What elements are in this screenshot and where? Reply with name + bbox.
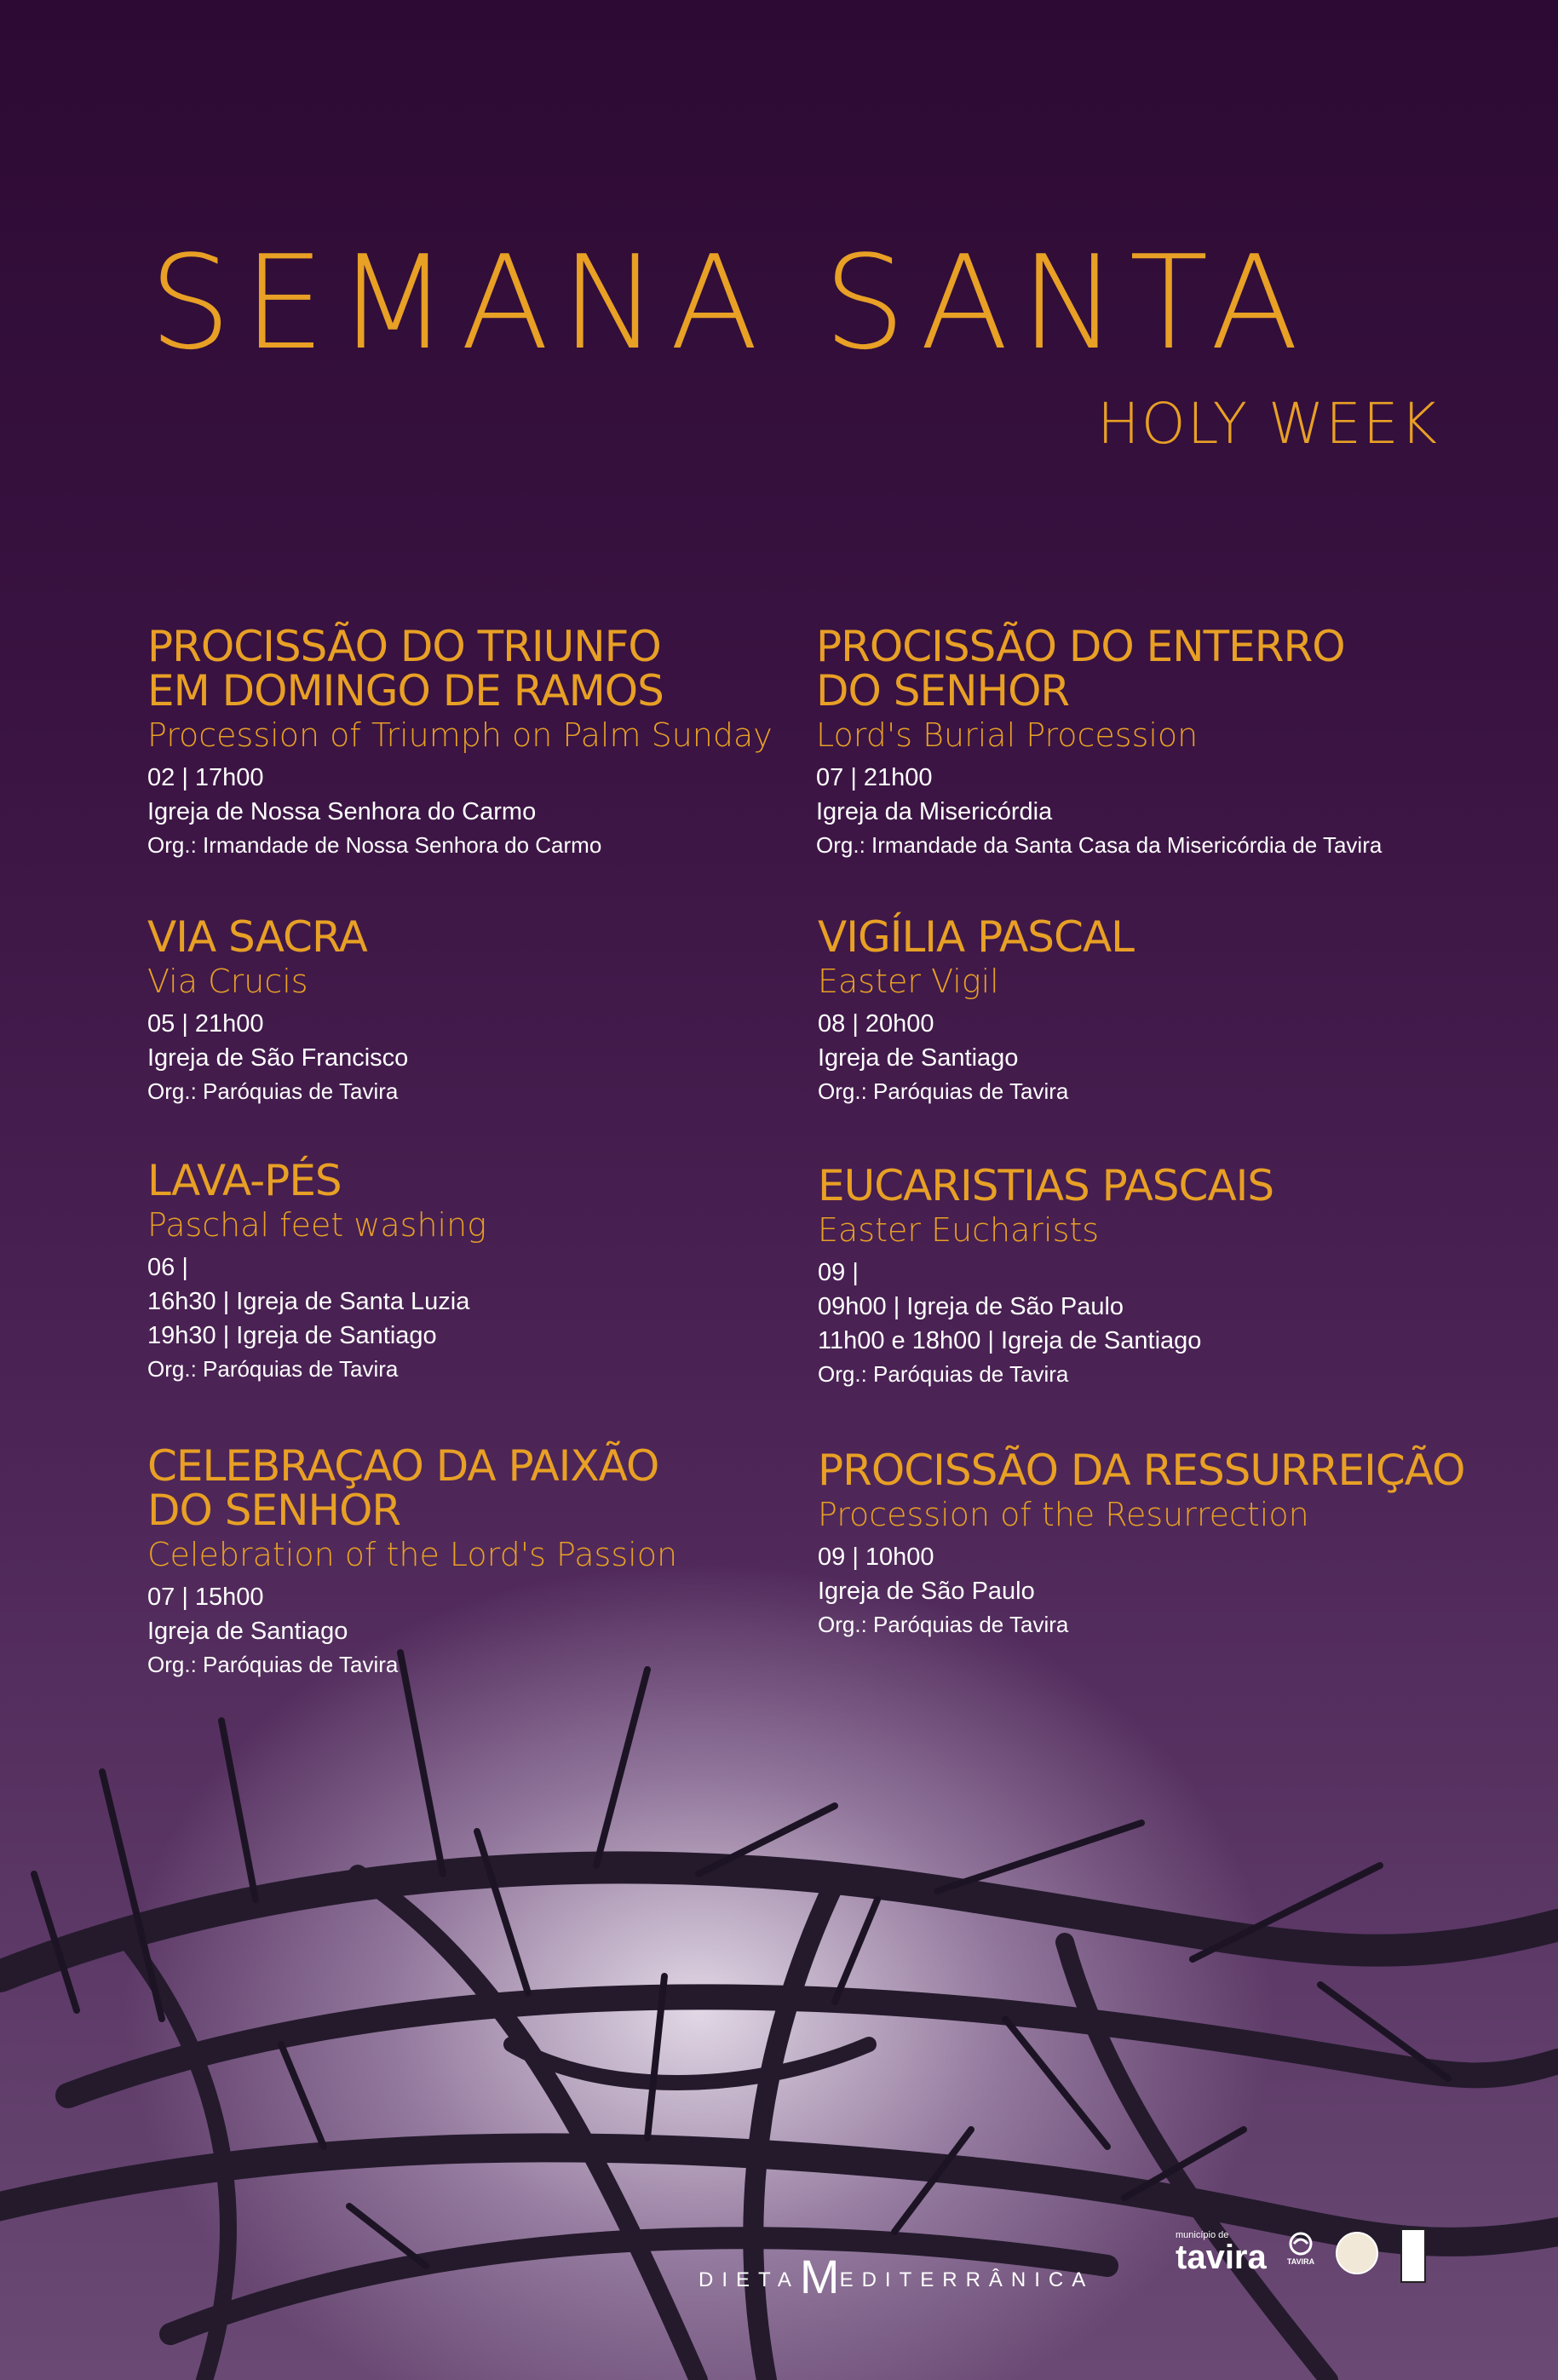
event-title — [147, 1441, 829, 1535]
logo-text: EDITERRÂNICA — [839, 2268, 1095, 2291]
event-palm-sunday — [147, 624, 829, 861]
event-date: 09 | 10h00 — [818, 1544, 934, 1571]
poster-title: SEMANA SANTA — [149, 227, 1311, 378]
event-organizer: Org.: Paróquias de Tavira — [818, 1361, 1069, 1387]
event-title-line: DO SENHOR — [147, 1486, 401, 1535]
event-organizer: Org.: Irmandade de Nossa Senhora do Carmo — [147, 832, 602, 858]
tavira-emblem-logo — [1285, 2232, 1317, 2266]
event-burial — [816, 624, 1498, 861]
event-title-line: CELEBRAÇAO DA PAIXÃO — [147, 1441, 659, 1491]
event-lava-pes — [147, 1158, 829, 1385]
event-location: Igreja de São Paulo — [818, 1578, 1035, 1605]
logo-text: TAVIRA — [1286, 2257, 1315, 2266]
event-title — [818, 912, 1499, 962]
event-date: 07 | 21h00 — [816, 764, 933, 791]
event-subtitle: Lord's Burial Procession — [816, 716, 1199, 754]
event-subtitle: Celebration of the Lord's Passion — [147, 1536, 678, 1573]
poster-subtitle: HOLY WEEK — [1097, 391, 1439, 457]
event-title-line: PROCISSÃO DO ENTERRO — [816, 622, 1345, 671]
event-location: Igreja de Santiago — [147, 1618, 348, 1645]
event-resurrection — [818, 1448, 1499, 1641]
brotherhood-crest-logo — [1400, 2228, 1426, 2283]
event-easter-vigil — [818, 912, 1499, 1107]
event-date: 05 | 21h00 — [147, 1010, 264, 1038]
logo-small-text: município de — [1176, 2230, 1229, 2240]
event-title — [147, 622, 829, 716]
event-organizer: Org.: Paróquias de Tavira — [818, 1612, 1069, 1637]
event-date: 07 | 15h00 — [147, 1584, 264, 1611]
event-date: 09 | — [818, 1259, 859, 1286]
event-subtitle: Procession of the Resurrection — [818, 1496, 1309, 1533]
event-session: 11h00 e 18h00 | Igreja de Santiago — [818, 1327, 1202, 1354]
event-title — [147, 912, 829, 962]
event-passion — [147, 1441, 829, 1681]
event-subtitle: Paschal feet washing — [147, 1206, 486, 1244]
event-location: Igreja de Nossa Senhora do Carmo — [147, 798, 537, 825]
event-via-sacra — [147, 912, 829, 1107]
municipio-tavira-logo — [1176, 2230, 1267, 2274]
event-date: 02 | 17h00 — [147, 764, 264, 791]
event-subtitle: Procession of Triumph on Palm Sunday — [147, 716, 773, 754]
logo-text: DIETA — [699, 2268, 800, 2291]
event-title-line: LAVA-PÉS — [147, 1156, 342, 1205]
event-eucharists — [818, 1161, 1499, 1390]
event-organizer: Org.: Paróquias de Tavira — [818, 1078, 1069, 1104]
event-title-line: PROCISSÃO DO TRIUNFO — [147, 622, 661, 671]
event-title — [818, 1446, 1499, 1495]
event-location: Igreja de Santiago — [818, 1044, 1019, 1072]
event-session: 09h00 | Igreja de São Paulo — [818, 1293, 1124, 1320]
event-organizer: Org.: Paróquias de Tavira — [147, 1652, 399, 1677]
event-location: Igreja de São Francisco — [147, 1044, 409, 1072]
event-organizer: Org.: Irmandade da Santa Casa da Misericórdia de Tavira — [816, 832, 1383, 858]
event-title-line: VIGÍLIA PASCAL — [818, 912, 1135, 962]
event-title-line: VIA SACRA — [147, 912, 367, 962]
event-title-line: DO SENHOR — [816, 666, 1070, 716]
event-title-line: EUCARISTIAS PASCAIS — [818, 1161, 1274, 1210]
event-date: 08 | 20h00 — [818, 1010, 934, 1038]
event-subtitle: Easter Vigil — [818, 963, 999, 1000]
event-title — [147, 1158, 829, 1203]
logo-text: tavira — [1176, 2239, 1267, 2276]
event-date: 06 | — [147, 1254, 188, 1281]
emblem-icon — [1285, 2232, 1316, 2256]
event-organizer: Org.: Paróquias de Tavira — [147, 1078, 399, 1104]
logo-text: M — [799, 2250, 840, 2303]
event-subtitle: Via Crucis — [147, 963, 308, 1000]
event-session: 19h30 | Igreja de Santiago — [147, 1322, 437, 1349]
event-location: Igreja da Misericórdia — [816, 798, 1053, 825]
event-session: 16h30 | Igreja de Santa Luzia — [147, 1288, 470, 1315]
event-title-line: EM DOMINGO DE RAMOS — [147, 666, 664, 716]
event-title-line: PROCISSÃO DA RESSURREIÇÃO — [818, 1446, 1465, 1495]
event-title — [816, 622, 1498, 716]
parish-seal-logo — [1336, 2232, 1378, 2274]
event-title — [818, 1161, 1499, 1210]
event-organizer: Org.: Paróquias de Tavira — [147, 1356, 399, 1382]
event-subtitle: Easter Eucharists — [818, 1211, 1100, 1249]
dieta-mediterranica-logo — [699, 2242, 1095, 2303]
